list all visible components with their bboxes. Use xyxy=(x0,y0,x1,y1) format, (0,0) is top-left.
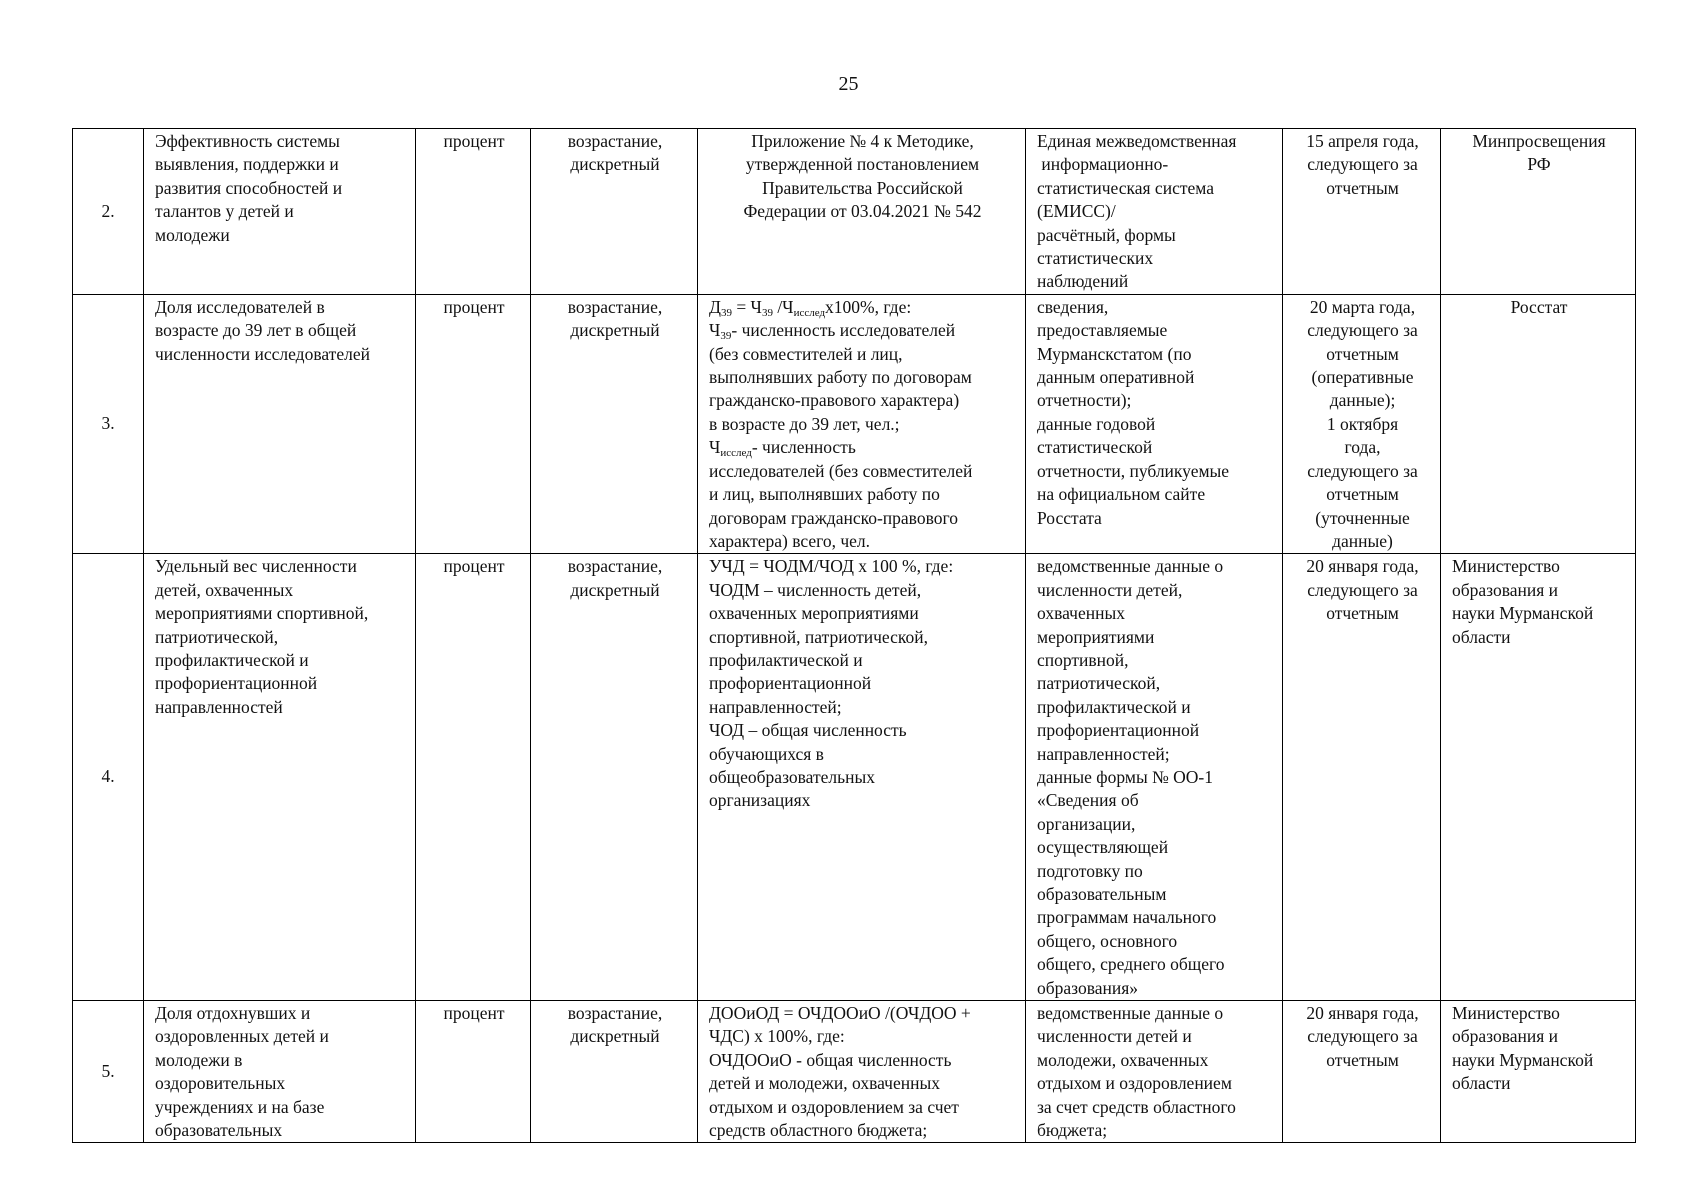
responsible-cell: Минпросвещения РФ xyxy=(1441,129,1636,295)
dynamics-cell: возрастание, дискретный xyxy=(531,129,698,295)
page-number: 25 xyxy=(838,73,859,95)
responsible-cell: Министерство образования и науки Мурманской области xyxy=(1441,554,1636,1001)
table-row xyxy=(73,554,1636,1001)
deadline-cell: 20 января года, следующего за отчетным xyxy=(1283,1001,1441,1143)
method-cell: Приложение № 4 к Методике, утвержденной постановлением Правительства Российской Федерации от 03.04.2021 № 542 xyxy=(698,129,1026,295)
table-row xyxy=(73,129,1636,295)
source-cell: сведения, предоставляемые Мурманскстатом (по данным оперативной отчетности); данные годовой статистической отчетности, публикуемые на официальном сайте Росстата xyxy=(1026,294,1283,553)
table-row xyxy=(73,294,1636,553)
formula-line: $Д_{39} = Ч_{39}$ $/Ч_{исслед}х100\%$, где: xyxy=(709,296,912,319)
method-cell: $Д_{39} = Ч_{39}$ $/Ч_{исслед}х100\%$, где: $Ч_{39}-$ численность исследователей (без совместителей и лиц, выполнявших работу по договорам гражданско-правового характера) в возрасте до 39 лет, чел.; $Ч_{исслед}-$ численность исследователей (без совместителей и лиц, выполнявших работу по договорам гражданско-правового характера) всего, чел. xyxy=(698,294,1026,553)
row-number: 2. xyxy=(73,129,144,295)
method-cell: УЧД = ЧОДМ/ЧОД х 100 %, где: ЧОДМ – численность детей, охваченных мероприятиями спортивной, патриотической, профилактической и профориентационной направленностей; ЧОД – общая численность обучающихся в общеобразовательных организациях xyxy=(698,554,1026,1001)
table-row xyxy=(73,1001,1636,1143)
deadline-cell: 20 марта года, следующего за отчетным (оперативные данные); 1 октября года, следующего за отчетным (уточненные данные) xyxy=(1283,294,1441,553)
responsible-cell: Министерство образования и науки Мурманской области xyxy=(1441,1001,1636,1143)
method-cell: ДООиОД = ОЧДООиО /(ОЧДОО + ЧДС) х 100%, где: ОЧДООиО - общая численность детей и молодежи, охваченных отдыхом и оздоровлением за счет средств областного бюджета; xyxy=(698,1001,1026,1143)
formula-term: $Ч_{исслед}-$ численность xyxy=(709,437,856,460)
indicator-name-cell: Удельный вес численности детей, охваченных мероприятиями спортивной, патриотической, профилактической и профориентационной направленностей xyxy=(144,554,416,1001)
unit-cell: процент xyxy=(416,129,531,295)
dynamics-cell: возрастание, дискретный xyxy=(531,1001,698,1143)
indicator-name-cell: Доля исследователей в возрасте до 39 лет в общей численности исследователей xyxy=(144,294,416,553)
deadline-cell: 15 апреля года, следующего за отчетным xyxy=(1283,129,1441,295)
source-cell: ведомственные данные о численности детей и молодежи, охваченных отдыхом и оздоровлением за счет средств областного бюджета; xyxy=(1026,1001,1283,1143)
deadline-cell: 20 января года, следующего за отчетным xyxy=(1283,554,1441,1001)
dynamics-cell: возрастание, дискретный xyxy=(531,294,698,553)
unit-cell: процент xyxy=(416,1001,531,1143)
source-cell: Единая межведомственная информационно- статистическая система (ЕМИСС)/ расчётный, формы статистических наблюдений xyxy=(1026,129,1283,295)
source-cell: ведомственные данные о численности детей, охваченных мероприятиями спортивной, патриотической, профилактической и профориентационной направленностей; данные формы № ОО-1 «Сведения об организации, осуществляющей подготовку по образовательным программам начального общего, основного общего, среднего общего образования» xyxy=(1026,554,1283,1001)
unit-cell: процент xyxy=(416,554,531,1001)
indicator-name-cell: Доля отдохнувших и оздоровленных детей и молодежи в оздоровительных учреждениях и на базе образовательных xyxy=(144,1001,416,1143)
formula-term: $Ч_{39}-$ численность исследователей xyxy=(709,320,956,343)
row-number: 3. xyxy=(73,294,144,553)
indicators-table xyxy=(72,128,1636,1143)
responsible-cell: Росстат xyxy=(1441,294,1636,553)
row-number: 4. xyxy=(73,554,144,1001)
unit-cell: процент xyxy=(416,294,531,553)
indicator-name-cell: Эффективность системы выявления, поддержки и развития способностей и талантов у детей и молодежи xyxy=(144,129,416,295)
dynamics-cell: возрастание, дискретный xyxy=(531,554,698,1001)
row-number: 5. xyxy=(73,1001,144,1143)
